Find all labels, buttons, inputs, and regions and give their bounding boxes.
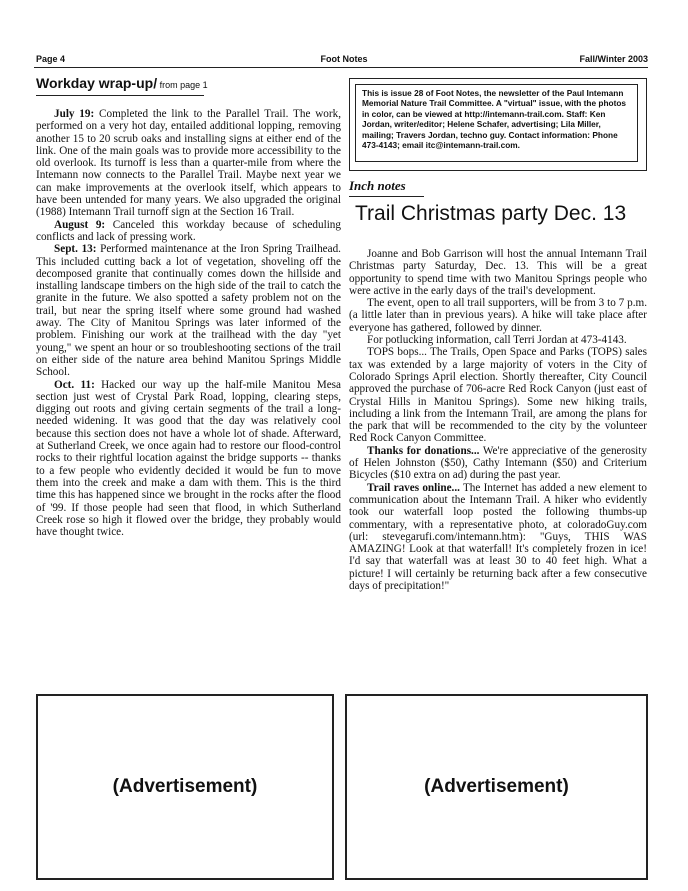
inch-paragraph: The event, open to all trail supporters, will be from 3 to 7 p.m. (a little later than in previous years). A hike will take place after everyone has gathered, followed by dinner.: [349, 297, 647, 334]
workday-heading: [36, 75, 208, 91]
inch-paragraph: [349, 445, 647, 482]
workday-title: Workday wrap-up/: [36, 75, 158, 91]
workday-text: Completed the link to the Parallel Trail. The work, performed on a very hot day, entailed additional lopping, removing another 15 to 20 scrub oaks and installing signs at either end of the link. One of the main goals was to provide more accessibility to the old overlook. Its turnoff is less than a quarter-mile from where the Intemann now connects to the Parallel Trail. Maybe next year we can make improvements at the overlook itself, which appears to have been untended for many years. We also upgraded the original (1988) Intemann Trail turnoff sign at the Section 16 Trail.: [36, 108, 342, 219]
inch-notes-label: Inch notes: [349, 178, 406, 193]
inch-lead: Thanks for donations...: [367, 444, 480, 457]
advertisement-right: [345, 694, 648, 880]
workday-article: [36, 108, 341, 538]
inch-paragraph: [349, 482, 647, 593]
workday-from: from page 1: [157, 80, 208, 90]
header-rule: [34, 67, 648, 68]
workday-text: Performed maintenance at the Iron Spring Trailhead. This included cutting back a lot of vegetation, shoveling off the decomposed granite that continually comes down the hillside and installing landscape timbers on the high side of the trail to catch the granite in the future. We also spotted a safety problem not on the trail, but near the spring itself where some ground had washed away. The City of Manitou Springs was later informed of the problem. Finishing our work at the trailhead with the day "yet young," we spent an hour or so troubleshooting sections of the trail on either side of the nature area behind Manitou Springs Middle School.: [36, 243, 341, 379]
workday-date: Oct. 11:: [54, 378, 95, 391]
ad-label: (Advertisement): [424, 776, 569, 797]
ad-label: (Advertisement): [112, 776, 258, 797]
workday-date: Sept. 13:: [54, 243, 97, 256]
inch-text: We're appreciative of the generosity of Helen Johnston ($50), Cathy Intemann ($50) and Criterium Bicycles ($10 extra on ad) during the past year.: [349, 444, 647, 482]
page-number: Page 4: [36, 54, 66, 64]
advertisement-left: [36, 694, 334, 880]
workday-text: Hacked our way up the half-mile Manitou Mesa section just west of Crystal Park Road, lopping, clearing steps, digging out roots and giving certain segments of the trail a long-needed widening. It was good that the day was relatively cool because this section does not have a whole lot of shade. Afterward, at Sutherland Creek, we once again had to restore our flood-control rocks to their rightful location against the bridge supports -- thanks to a few people who evidently decided it would be fun to move them into the creek and make a dam with them. This is the third time this has happened since we brought in the rocks after the flood of '99. If those people had seen that flood, in which Sutherland Creek rose so high it flowed over the bridge, they probably would have thought twice.: [36, 378, 341, 539]
inch-paragraph: Joanne and Bob Garrison will host the annual Intemann Trail Christmas party Saturday, Dec. 13. This will be a great opportunity to spend time with two Manitou Springs people who were active in the early days of the trail's development.: [349, 248, 647, 297]
publication-name: Foot Notes: [320, 54, 368, 64]
masthead-box: This is issue 28 of Foot Notes, the newsletter of the Paul Intemann Memorial Nature Trail Committee. A "virtual" issue, with the photos in color, can be viewed at http://intemann-trail.com. Staff: Ken Jordan, writer/editor; Helene Schafer, advertising; Lila Miller, mailing; Travers Jordan, techno guy. Contact information: Phone 473-4143; email itc@intemann-trail.com.: [355, 84, 638, 162]
workday-date: July 19:: [54, 108, 95, 120]
workday-paragraph: [36, 219, 341, 244]
issue-date: Fall/Winter 2003: [579, 54, 648, 64]
inch-notes-rule: [349, 196, 424, 197]
christmas-headline: Trail Christmas party Dec. 13: [355, 202, 627, 225]
workday-rule: [36, 95, 204, 96]
inch-notes-article: [349, 248, 647, 592]
inch-text: The Internet has added a new element to communication about the Intemann Trail. A hiker who evidently took our waterfall loop posted the following thumbs-up commentary, with a representative photo, at coloradoGuy.com (url: stevegarufi.com/intemann.htm): "Guys, THIS WAS AMAZING! Look at that waterfall! It's completely frozen in ice! I'd say that waterfall was at least 30 to 40 feet high. What a picture! I will certainly be returning back after a few consecutive days of precipitation!": [349, 481, 647, 593]
workday-paragraph: [36, 243, 341, 378]
inch-paragraph: For potlucking information, call Terri Jordan at 473-4143.: [367, 334, 627, 347]
workday-paragraph: [36, 379, 341, 539]
workday-paragraph: [36, 108, 341, 219]
inch-paragraph: TOPS bops... The Trails, Open Space and Parks (TOPS) sales tax was extended by a large majority of voters in the City of Colorado Springs April election. Shortly thereafter, City Council approved the purchase of 706-acre Red Rock Canyon (just east of Crystal Hills in Manitou Springs). Some new hiking trails, including a link from the Intemann Trail, are among the plans for the park that will be recommended to the city by the volunteer Red Rock Canyon Committee.: [349, 346, 647, 445]
workday-text: Canceled this workday because of scheduling conflicts and lack of pressing work.: [36, 218, 341, 243]
inch-lead: Trail raves online...: [367, 481, 460, 494]
workday-date: August 9:: [54, 218, 106, 231]
